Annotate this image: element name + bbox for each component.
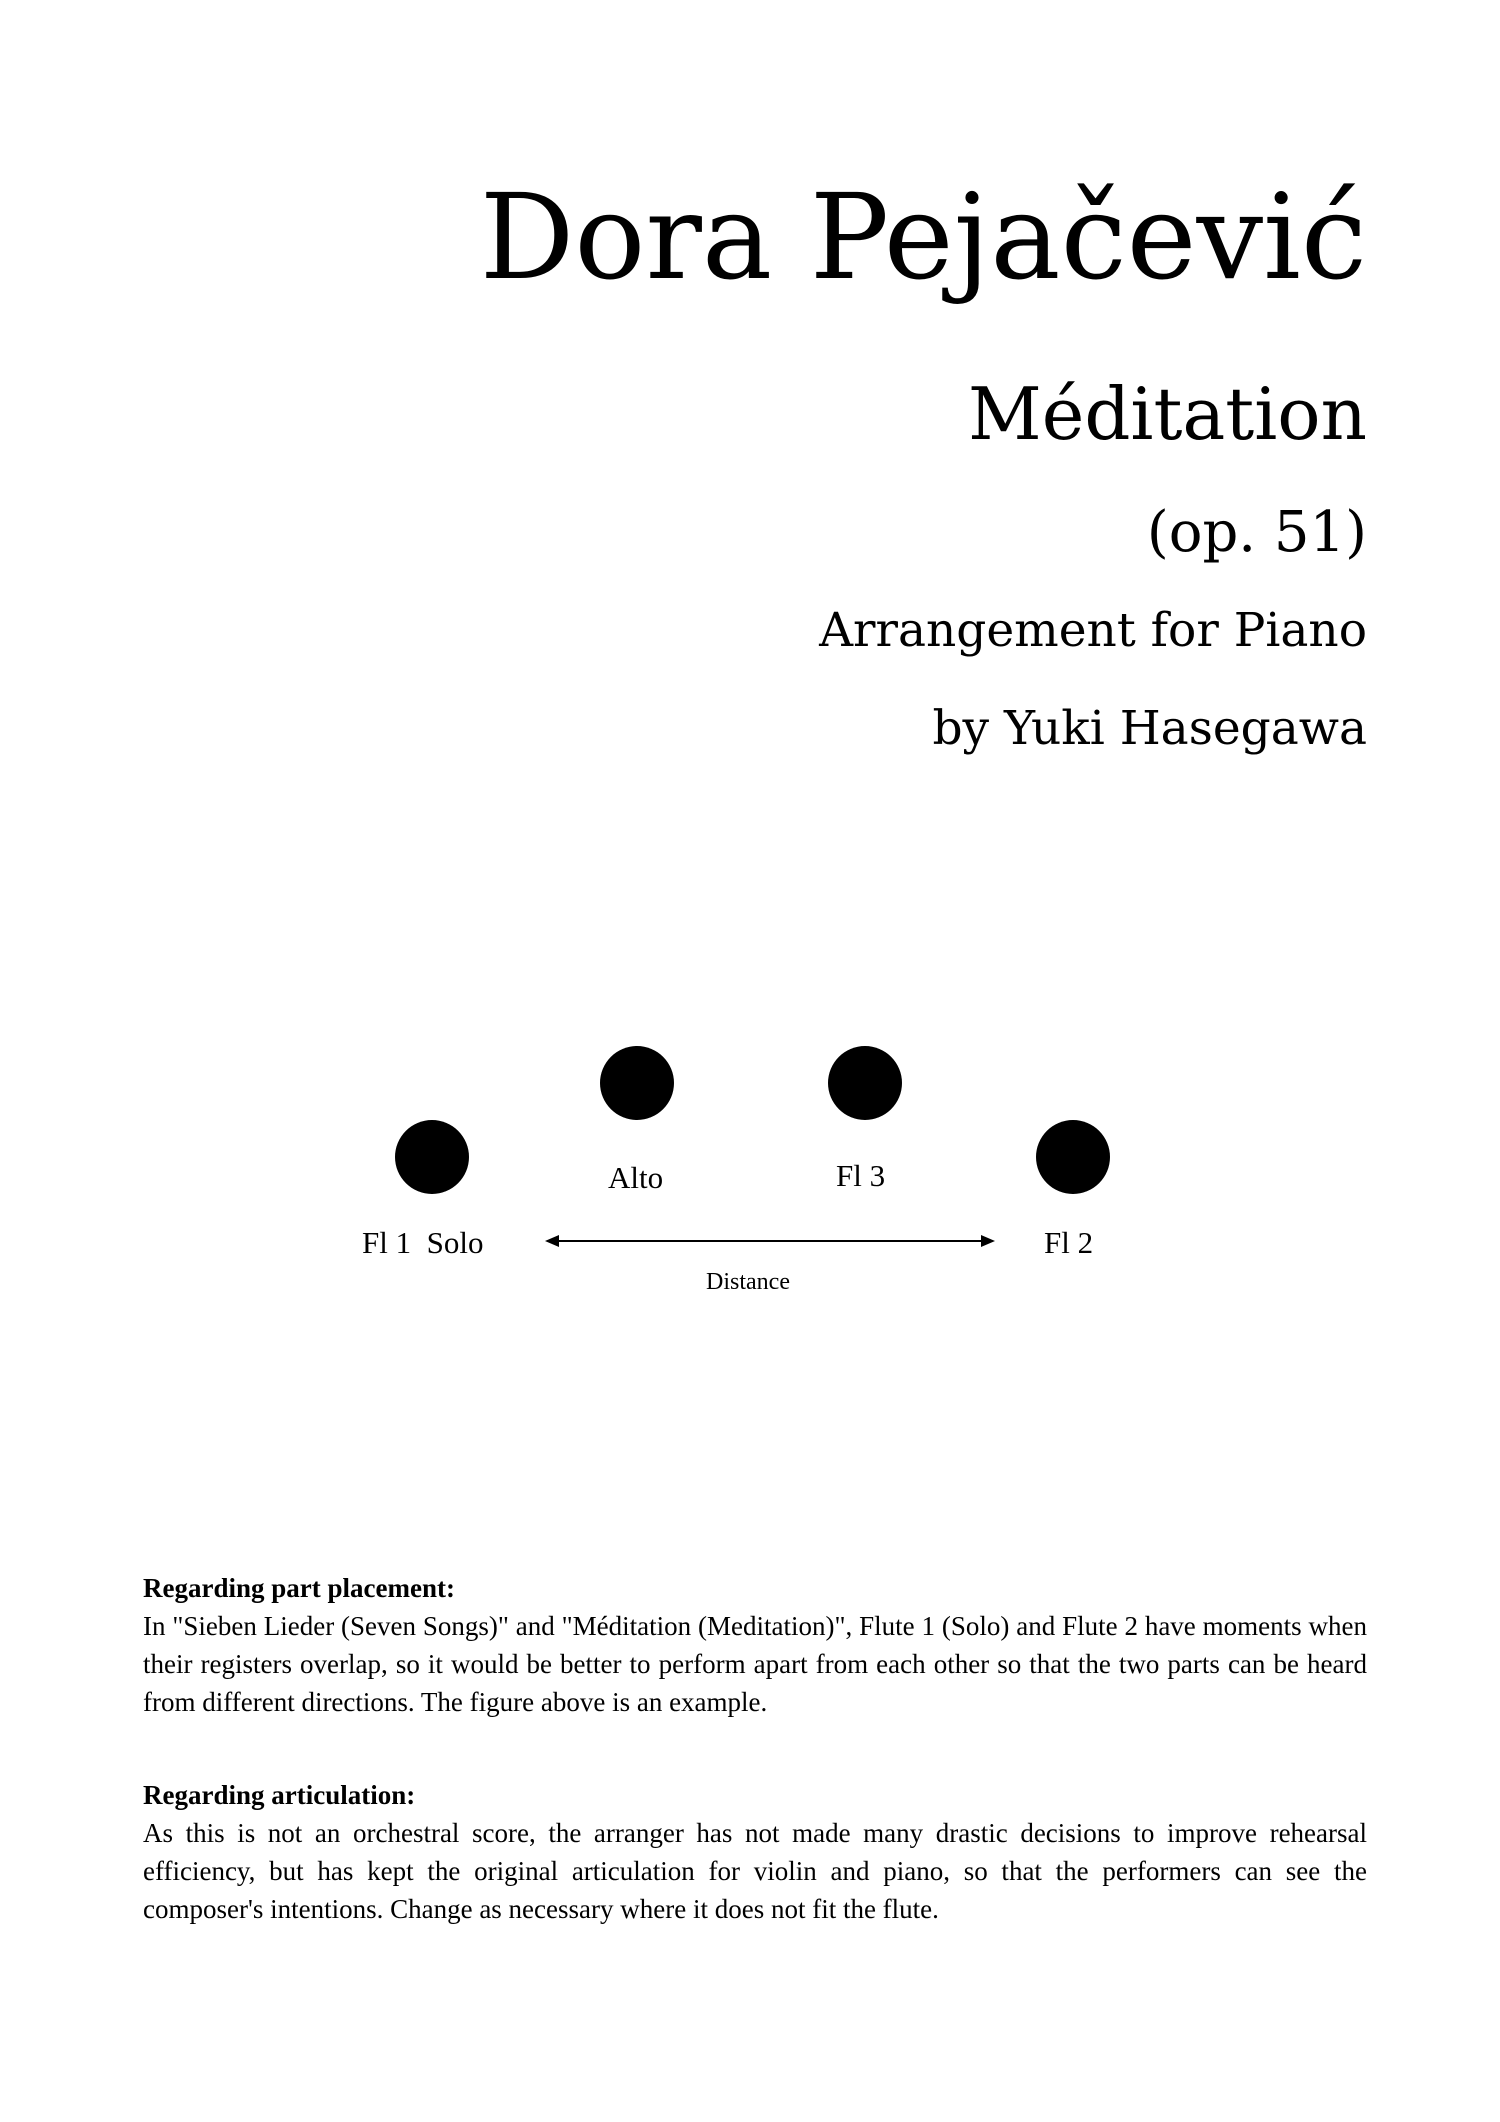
alto-position-marker — [600, 1046, 674, 1120]
part-placement-note — [143, 1569, 1367, 1721]
articulation-heading: Regarding articulation: — [143, 1780, 416, 1810]
alto-label: Alto — [608, 1160, 664, 1195]
piece-title: Méditation — [968, 372, 1367, 456]
arranger-line: by Yuki Hasegawa — [932, 701, 1367, 756]
arrangement-line: Arrangement for Piano — [819, 603, 1367, 658]
distance-label: Distance — [706, 1269, 790, 1295]
fl2-position-marker — [1036, 1120, 1110, 1194]
composer-name: Dora Pejačević — [479, 168, 1367, 306]
fl2-label: Fl 2 — [1044, 1225, 1094, 1260]
opus-number: (op. 51) — [1146, 500, 1367, 565]
articulation-text: As this is not an orchestral score, the arranger has not made many drastic decisions to improve rehearsal efficiency, but has kept the original articulation for violin and piano, so that the performers can see the composer's intentions. Change as necessary where it does not fit the flute. — [143, 1818, 1367, 1924]
part-placement-heading: Regarding part placement: — [143, 1573, 455, 1603]
part-placement-text: In "Sieben Lieder (Seven Songs)" and "Méditation (Meditation)", Flute 1 (Solo) and Flute 2 have moments when their registers overlap, so it would be better to perform apart from each other so that the two parts can be heard from different directions. The figure above is an example. — [143, 1611, 1367, 1717]
fl3-position-marker — [828, 1046, 902, 1120]
articulation-note — [143, 1776, 1367, 1928]
fl1-position-marker — [395, 1120, 469, 1194]
fl3-label: Fl 3 — [836, 1158, 886, 1193]
fl1-solo-label: Fl 1 Solo — [362, 1225, 484, 1260]
distance-arrow — [545, 1228, 995, 1254]
